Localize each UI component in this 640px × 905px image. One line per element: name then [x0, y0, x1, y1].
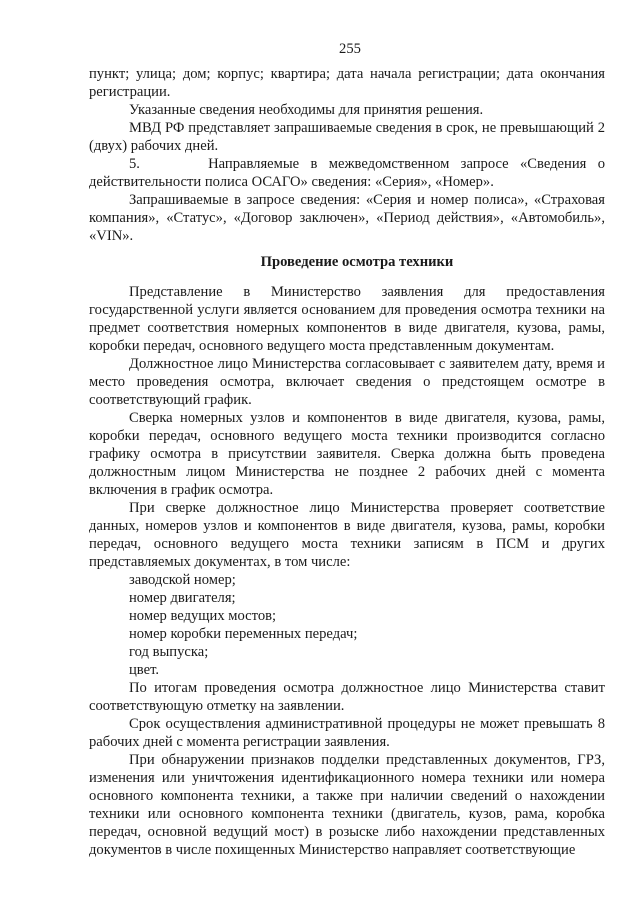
- paragraph: Запрашиваемые в запросе сведения: «Серия и номер полиса», «Страховая компания», «Статус», «Договор заключен», «Период действия», «Автомобиль», «VIN».: [89, 192, 605, 244]
- page-number: 255: [339, 41, 361, 57]
- paragraph: Сверка номерных узлов и компонентов в виде двигателя, кузова, рамы, коробки передач, основного ведущего моста техники производится согласно графику осмотра в присутствии заявителя. Сверка должна быть проведена должностным лицом Министерства не позднее 2 рабочих дней с момента включения в график осмотра.: [89, 410, 605, 498]
- list-item: заводской номер;: [129, 572, 236, 588]
- paragraph: 5. Направляемые в межведомственном запросе «Сведения о действительности полиса ОСАГО» сведения: «Серия», «Номер».: [89, 156, 605, 190]
- list-item: номер двигателя;: [129, 590, 236, 606]
- paragraph: пункт; улица; дом; корпус; квартира; дата начала регистрации; дата окончания регистрации.: [89, 66, 605, 100]
- paragraph: По итогам проведения осмотра должностное лицо Министерства ставит соответствующую отметку на заявлении.: [89, 680, 605, 714]
- check-list: [89, 571, 605, 679]
- list-item: номер коробки переменных передач;: [129, 626, 358, 642]
- list-item: год выпуска;: [129, 644, 209, 660]
- paragraph: Должностное лицо Министерства согласовывает с заявителем дату, время и место проведения осмотра, включает сведения о предстоящем осмотре в соответствующий график.: [89, 356, 605, 408]
- list-item: номер ведущих мостов;: [129, 608, 277, 624]
- paragraph: При обнаружении признаков подделки представленных документов, ГРЗ, изменения или уничтожения идентификационного номера техники или номера основного компонента техники, а также при наличии сведений о нахождении техники или основного компонента техники (двигатель, кузов, рама, коробка передач, основной ведущий мост) в розыске либо нахождении представленных документов в числе похищенных Министерство направляет соответствующие: [89, 752, 605, 858]
- list-item: цвет.: [129, 662, 160, 678]
- paragraph: Указанные сведения необходимы для принятия решения.: [129, 102, 484, 118]
- paragraph: Представление в Министерство заявления для предоставления государственной услуги является основанием для проведения осмотра техники на предмет соответствия номерных компонентов в виде двигателя, кузова, рамы, коробки передач, основного ведущего моста представленным документам.: [89, 284, 605, 354]
- paragraph: МВД РФ представляет запрашиваемые сведения в срок, не превышающий 2 (двух) рабочих дней.: [89, 120, 605, 154]
- section-bottom: [89, 679, 605, 859]
- paragraph: Срок осуществления административной процедуры не может превышать 8 рабочих дней с момента регистрации заявления.: [89, 716, 605, 750]
- paragraph: При сверке должностное лицо Министерства проверяет соответствие данных, номеров узлов и компонентов в виде двигателя, кузова, рамы, коробки передач, основного ведущего моста техники записям в ПСМ и других представляемых документах, в том числе:: [89, 500, 605, 570]
- section-heading: Проведение осмотра техники: [260, 254, 454, 270]
- section-top: [89, 65, 605, 245]
- section-main: [89, 283, 605, 571]
